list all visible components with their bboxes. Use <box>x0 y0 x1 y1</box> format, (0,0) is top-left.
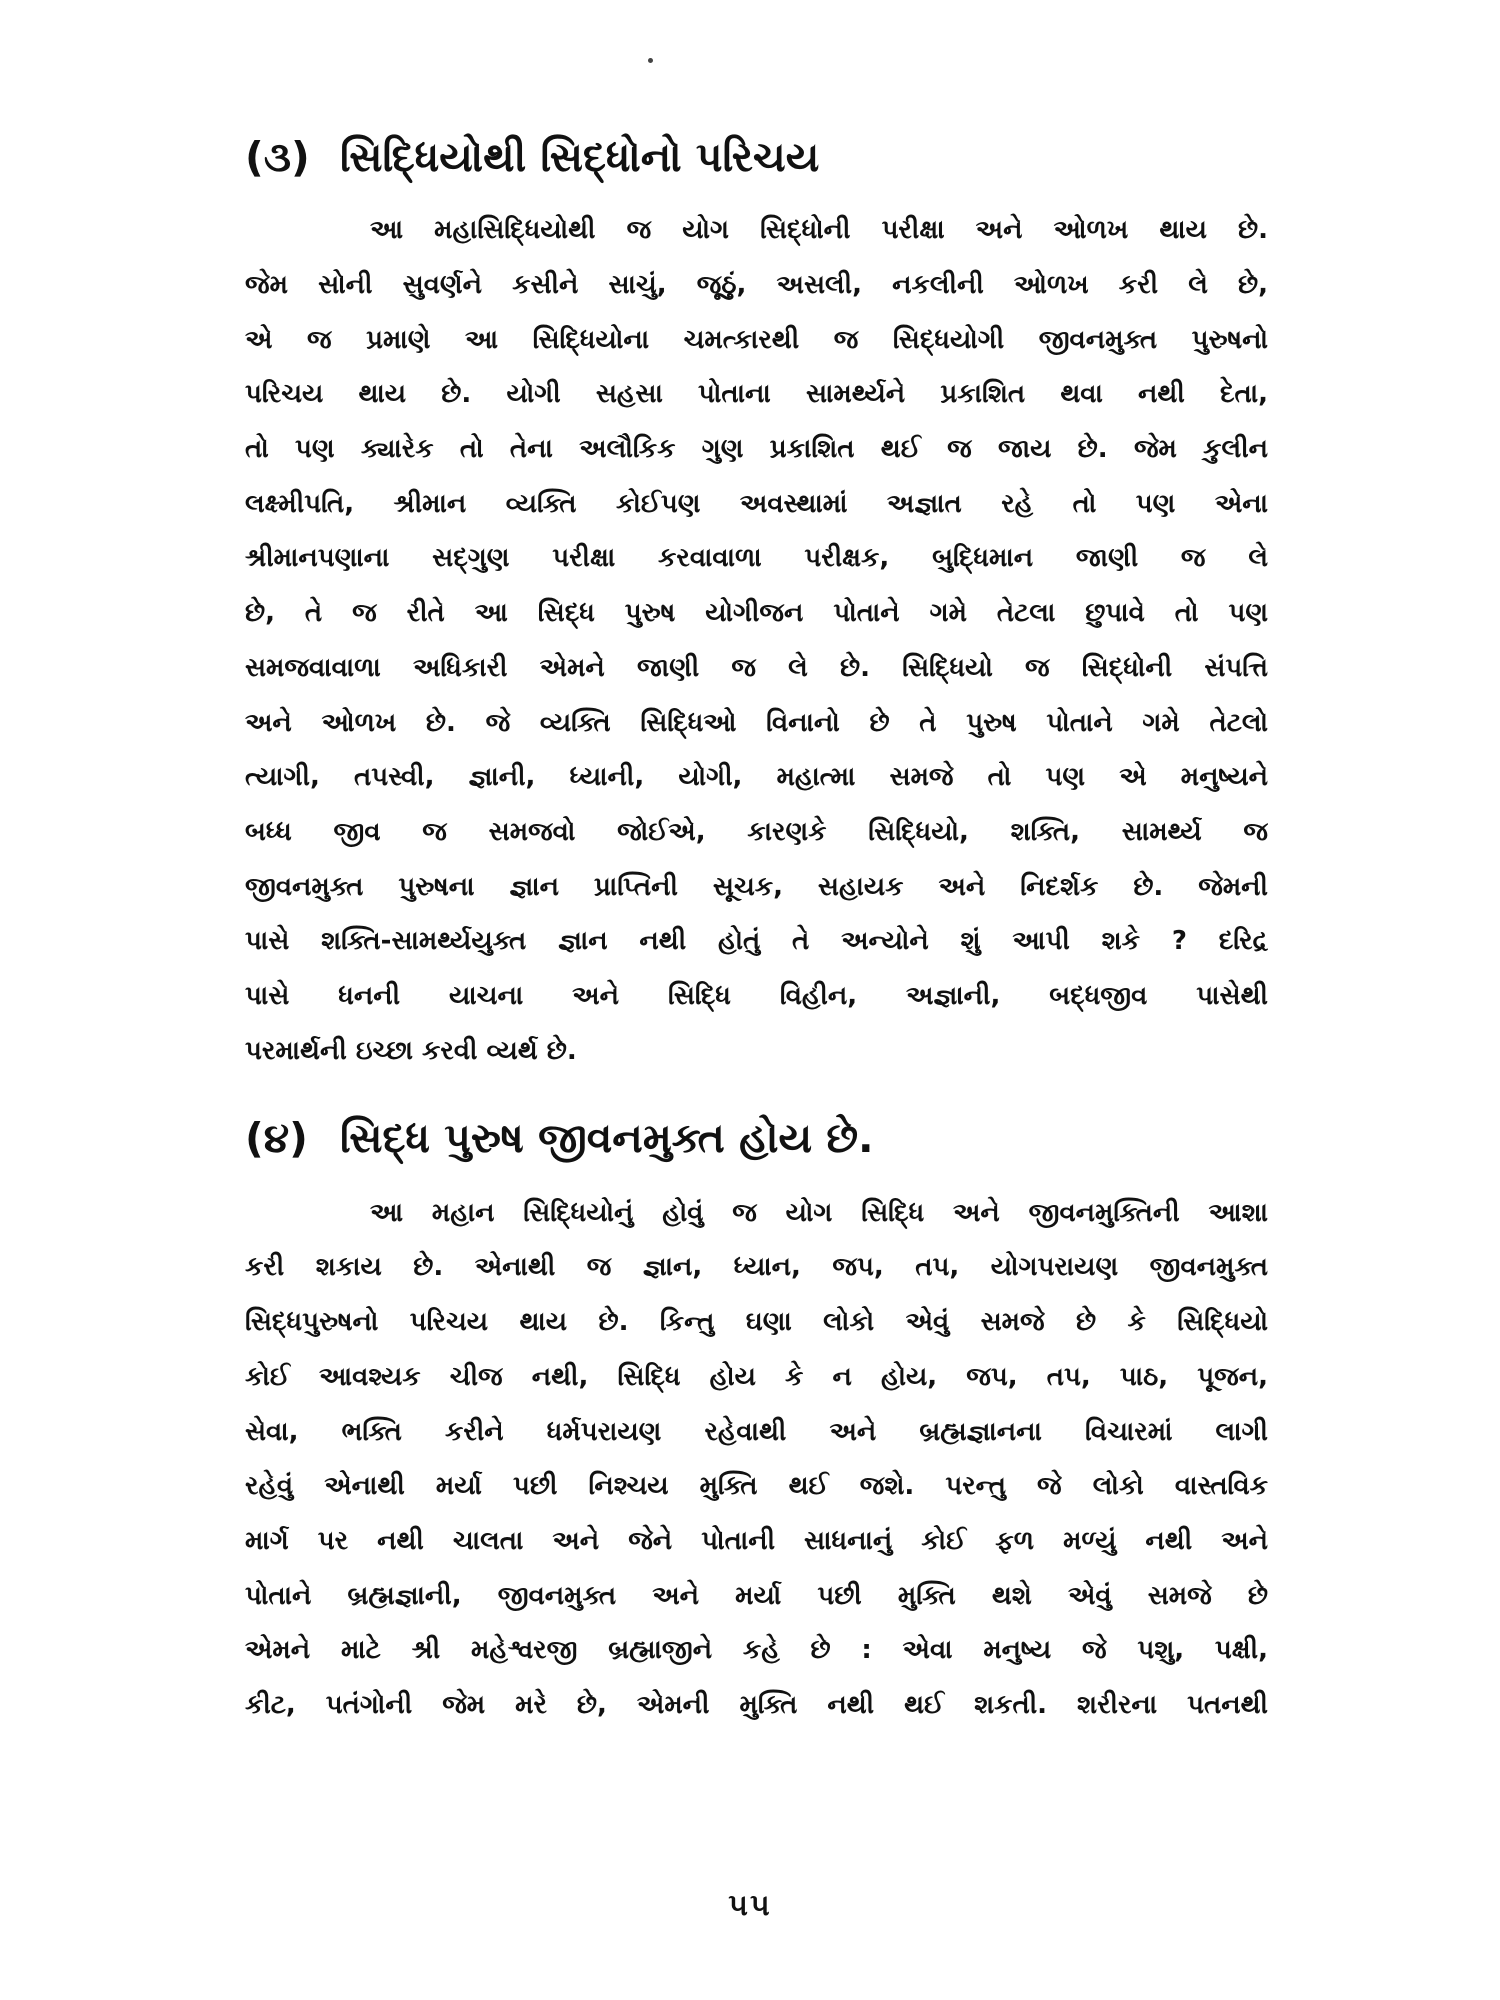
text-line: જીવનમુક્ત પુરુષના જ્ઞાન પ્રાપ્તિની સૂચક, સહાયક અને નિદર્શક છે. જેમની <box>245 871 1268 902</box>
text-line: રહેવું એનાથી મર્યા પછી નિશ્ચય મુક્તિ થઈ જશે. પરન્તુ જે લોકો વાસ્તવિક <box>245 1471 1268 1502</box>
section-4-title: સિદ્ધ પુરુષ જીવનમુક્ત હોય છે. <box>340 1113 874 1162</box>
section-3-number: (૩) <box>245 133 310 181</box>
text-line: શ્રીમાનપણાના સદ્ગુણ પરીક્ષા કરવાવાળા પરીક્ષક, બુદ્ધિમાન જાણી જ લે <box>245 543 1268 574</box>
section-3-title: સિદ્ધિયોથી સિદ્ધોનો પરિચય <box>340 133 820 181</box>
text-line: ત્યાગી, તપસ્વી, જ્ઞાની, ધ્યાની, યોગી, મહાત્મા સમજે તો પણ એ મનુષ્યને <box>245 762 1268 793</box>
text-line: સિદ્ધપુરુષનો પરિચય થાય છે. કિન્તુ ઘણા લોકો એવું સમજે છે કે સિદ્ધિયો <box>245 1307 1268 1338</box>
text-line: જેમ સોની સુવર્ણને કસીને સાચું, જૂઠું, અસલી, નકલીની ઓળખ કરી લે છે, <box>245 269 1268 300</box>
text-line: કોઈ આવશ્યક ચીજ નથી, સિદ્ધિ હોય કે ન હોય, જપ, તપ, પાઠ, પૂજન, <box>245 1361 1268 1392</box>
text-line: પોતાને બ્રહ્મજ્ઞાની, જીવનમુક્ત અને મર્યા પછી મુક્તિ થશે એવું સમજે છે <box>245 1580 1268 1611</box>
text-line: કરી શકાય છે. એનાથી જ જ્ઞાન, ધ્યાન, જપ, તપ, યોગપરાયણ જીવનમુક્ત <box>245 1252 1268 1283</box>
text-line: છે, તે જ રીતે આ સિદ્ધ પુરુષ યોગીજન પોતાને ગમે તેટલા છુપાવે તો પણ <box>245 598 1268 629</box>
text-line: પાસે શક્તિ-સામર્થ્યયુક્ત જ્ઞાન નથી હોતું તે અન્યોને શું આપી શકે ? દરિદ્ર <box>245 926 1268 957</box>
text-line: તો પણ ક્યારેક તો તેના અલૌકિક ગુણ પ્રકાશિત થઈ જ જાય છે. જેમ કુલીન <box>245 434 1268 465</box>
section-4-paragraph <box>245 1186 1268 1733</box>
text-line: પાસે ધનની યાચના અને સિદ્ધિ વિહીન, અજ્ઞાની, બદ્ધજીવ પાસેથી <box>245 981 1268 1012</box>
text-line: એ જ પ્રમાણે આ સિદ્ધિયોના ચમત્કારથી જ સિદ્ધયોગી જીવનમુક્ત પુરુષનો <box>245 324 1268 355</box>
text-line: એમને માટે શ્રી મહેશ્વરજી બ્રહ્માજીને કહે છે : એવા મનુષ્ય જે પશુ, પક્ષી, <box>245 1635 1268 1666</box>
section-4-heading <box>245 1113 1268 1164</box>
section-3-paragraph <box>245 203 1268 1078</box>
text-line: સમજવાવાળા અધિકારી એમને જાણી જ લે છે. સિદ્ધિયો જ સિદ્ધોની સંપત્તિ <box>245 652 1268 683</box>
text-line: કીટ, પતંગોની જેમ મરે છે, એમની મુક્તિ નથી થઈ શકતી. શરીરના પતનથી <box>245 1690 1268 1721</box>
section-3-heading <box>245 132 1268 183</box>
section-4-number: (૪) <box>245 1113 308 1162</box>
text-line: આ મહાસિદ્ધિયોથી જ યોગ સિદ્ધોની પરીક્ષા અને ઓળખ થાય છે. <box>370 215 1268 246</box>
text-line: પરમાર્થની ઇચ્છા કરવી વ્યર્થ છે. <box>245 1035 577 1066</box>
text-line: બધ્ધ જીવ જ સમજવો જોઈએ, કારણકે સિદ્ધિયો, શક્તિ, સામર્થ્ય જ <box>245 816 1268 847</box>
text-line: માર્ગ પર નથી ચાલતા અને જેને પોતાની સાધનાનું કોઈ ફળ મળ્યું નથી અને <box>245 1525 1268 1556</box>
text-line: અને ઓળખ છે. જે વ્યક્તિ સિદ્ધિઓ વિનાનો છે તે પુરુષ પોતાને ગમે તેટલો <box>245 707 1268 738</box>
text-line: સેવા, ભક્તિ કરીને ધર્મપરાયણ રહેવાથી અને બ્રહ્મજ્ઞાનના વિચારમાં લાગી <box>245 1416 1268 1447</box>
text-line: લક્ષ્મીપતિ, શ્રીમાન વ્યક્તિ કોઈપણ અવસ્થામાં અજ્ઞાત રહે તો પણ એના <box>245 488 1268 519</box>
page-number: ૫૫ <box>728 1888 772 1923</box>
text-line: પરિચય થાય છે. યોગી સહસા પોતાના સામર્થ્યને પ્રકાશિત થવા નથી દેતા, <box>245 379 1268 410</box>
print-speck <box>648 58 653 63</box>
text-line: આ મહાન સિદ્ધિયોનું હોવું જ યોગ સિદ્ધિ અને જીવનમુક્તિની આશા <box>370 1197 1268 1228</box>
